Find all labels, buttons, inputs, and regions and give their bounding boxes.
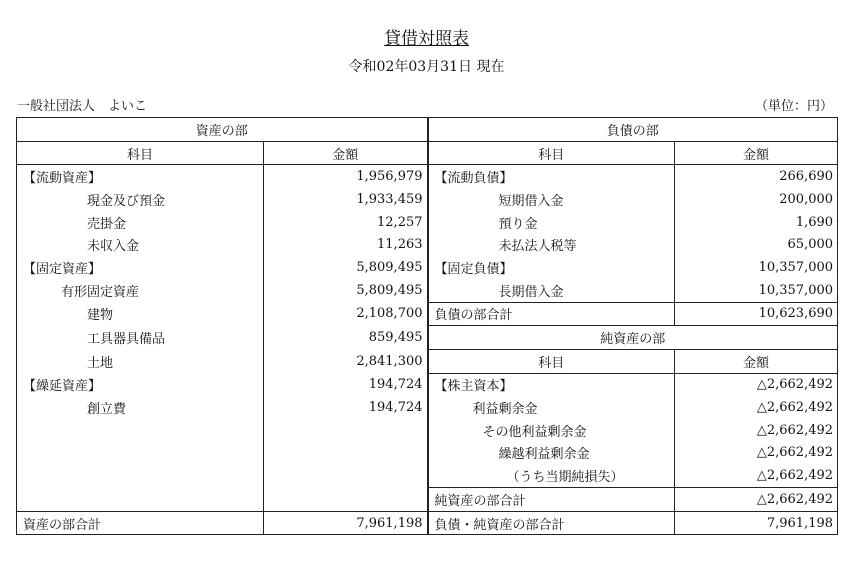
- net-asset-label: （うち当期純損失）: [428, 464, 675, 487]
- asset-amount: 2,108,700: [264, 302, 428, 326]
- asset-label: 現金及び預金: [17, 188, 264, 211]
- net-asset-label: 繰越利益剰余金: [428, 442, 675, 465]
- asset-amount: 194,724: [264, 396, 428, 419]
- liabilities-col-amount: 金額: [675, 141, 838, 165]
- liability-amount: 10,357,000: [675, 256, 838, 279]
- liability-label: 【固定負債】: [428, 256, 675, 279]
- table-row: [17, 188, 838, 211]
- liability-amount: 266,690: [675, 165, 838, 188]
- as-of-date: 令和02年03月31日 現在: [348, 59, 505, 75]
- empty-cell: [17, 488, 264, 512]
- liability-amount: 65,000: [675, 233, 838, 256]
- table-row: [17, 211, 838, 234]
- table-row: [17, 464, 838, 487]
- table-row: [17, 233, 838, 256]
- liabilities-net-assets-total-label: 負債・純資産の部合計: [428, 511, 675, 535]
- liability-label: 預り金: [428, 211, 675, 234]
- liability-amount: 1,690: [675, 211, 838, 234]
- net-assets-section-title: 純資産の部: [428, 326, 838, 350]
- asset-label: 創立費: [17, 396, 264, 419]
- net-asset-label: その他利益剰余金: [428, 419, 675, 442]
- asset-label: 【固定資産】: [17, 256, 264, 279]
- document-title: 貸借対照表: [384, 29, 469, 49]
- asset-label: 未収入金: [17, 233, 264, 256]
- column-header-row: [17, 141, 838, 165]
- section-header-row: [17, 118, 838, 142]
- empty-cell: [264, 464, 428, 487]
- company-name: 一般社団法人 よいこ: [17, 99, 148, 114]
- empty-cell: [264, 442, 428, 465]
- liability-label: 短期借入金: [428, 188, 675, 211]
- assets-col-item: 科目: [17, 141, 264, 165]
- asset-label: 建物: [17, 302, 264, 326]
- asset-amount: 1,956,979: [264, 165, 428, 188]
- net-asset-amount: △2,662,492: [675, 373, 838, 396]
- asset-amount: 5,809,495: [264, 279, 428, 302]
- liability-label: 【流動負債】: [428, 165, 675, 188]
- liability-label: 長期借入金: [428, 279, 675, 302]
- net-assets-col-item: 科目: [428, 349, 675, 373]
- net-asset-label: 【株主資本】: [428, 373, 675, 396]
- asset-amount: 5,809,495: [264, 256, 428, 279]
- empty-cell: [17, 464, 264, 487]
- liabilities-col-item: 科目: [428, 141, 675, 165]
- table-row: [17, 279, 838, 302]
- table-row: [17, 326, 838, 350]
- asset-label: 工具器具備品: [17, 326, 264, 350]
- net-asset-amount: △2,662,492: [675, 464, 838, 487]
- asset-amount: 11,263: [264, 233, 428, 256]
- grand-total-row: [17, 511, 838, 535]
- asset-label: 有形固定資産: [17, 279, 264, 302]
- net-assets-total-amount: △2,662,492: [675, 488, 838, 512]
- table-row: [17, 349, 838, 373]
- unit-label: （単位：円）: [754, 99, 833, 114]
- table-row: [17, 302, 838, 326]
- liability-amount: 10,357,000: [675, 279, 838, 302]
- assets-col-amount: 金額: [264, 141, 428, 165]
- empty-cell: [17, 419, 264, 442]
- asset-label: 土地: [17, 349, 264, 373]
- asset-label: 売掛金: [17, 211, 264, 234]
- empty-cell: [264, 488, 428, 512]
- liabilities-net-assets-total-amount: 7,961,198: [675, 511, 838, 535]
- net-asset-label: 利益剰余金: [428, 396, 675, 419]
- table-row: [17, 165, 838, 188]
- table-row: [17, 396, 838, 419]
- asset-amount: 2,841,300: [264, 349, 428, 373]
- table-row: [17, 442, 838, 465]
- net-asset-amount: △2,662,492: [675, 419, 838, 442]
- net-assets-total-label: 純資産の部合計: [428, 488, 675, 512]
- table-row: [17, 256, 838, 279]
- net-asset-amount: △2,662,492: [675, 442, 838, 465]
- assets-total-label: 資産の部合計: [17, 511, 264, 535]
- assets-section-title: 資産の部: [17, 118, 428, 142]
- liabilities-section-title: 負債の部: [428, 118, 838, 142]
- net-asset-amount: △2,662,492: [675, 396, 838, 419]
- asset-amount: 1,933,459: [264, 188, 428, 211]
- asset-label: 【流動資産】: [17, 165, 264, 188]
- asset-label: 【繰延資産】: [17, 373, 264, 396]
- liabilities-total-label: 負債の部合計: [428, 302, 675, 326]
- table-row: [17, 419, 838, 442]
- asset-amount: 859,495: [264, 326, 428, 350]
- asset-amount: 12,257: [264, 211, 428, 234]
- table-row: [17, 488, 838, 512]
- table-row: [17, 373, 838, 396]
- net-assets-col-amount: 金額: [675, 349, 838, 373]
- balance-sheet-table: [16, 117, 838, 535]
- liabilities-total-amount: 10,623,690: [675, 302, 838, 326]
- asset-amount: 194,724: [264, 373, 428, 396]
- empty-cell: [264, 419, 428, 442]
- assets-total-amount: 7,961,198: [264, 511, 428, 535]
- liability-label: 未払法人税等: [428, 233, 675, 256]
- liability-amount: 200,000: [675, 188, 838, 211]
- empty-cell: [17, 442, 264, 465]
